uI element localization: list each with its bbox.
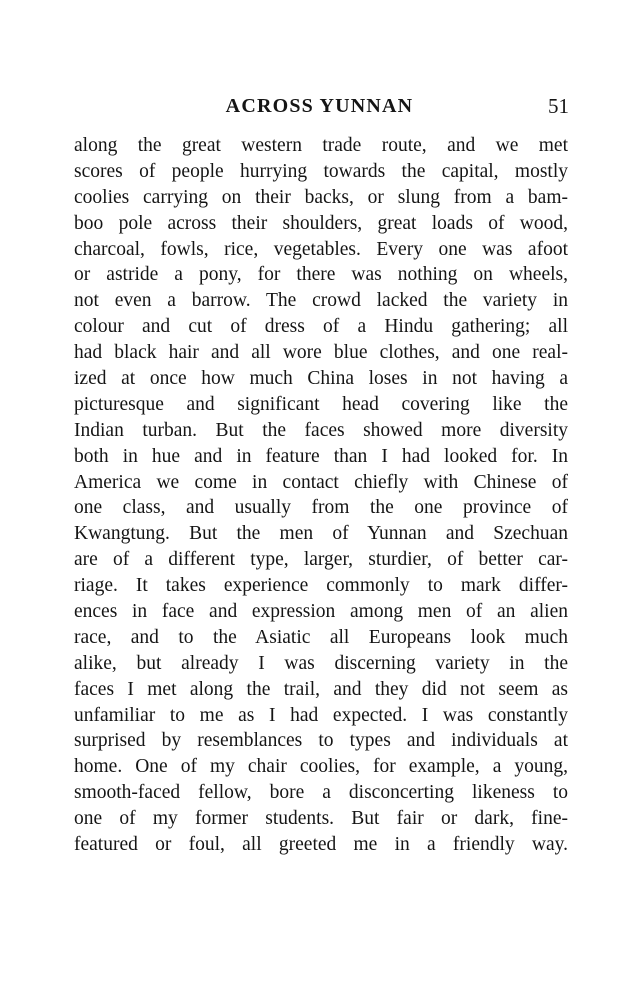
text-line: Indian turban. But the faces showed more diversity [74,419,568,441]
text-line: featured or foul, all greeted me in a friendly way. [74,834,568,856]
text-line: colour and cut of dress of a Hindu gathering; all [74,316,568,338]
text-line: home. One of my chair coolies, for example, a young, [74,756,568,778]
text-line: riage. It takes experience commonly to mark differ- [74,575,568,597]
text-line: scores of people hurrying towards the capital, mostly [74,160,568,182]
text-line: picturesque and significant head covering like the [74,393,568,415]
running-title: ACROSS YUNNAN [225,95,414,117]
text-line: not even a barrow. The crowd lacked the variety in [74,290,568,312]
text-line: one class, and usually from the one province of [74,497,568,519]
text-line: faces I met along the trail, and they did not seem as [74,678,568,700]
text-line: ized at once how much China loses in not having a [74,368,568,390]
text-line: are of a different type, larger, sturdier, of better car- [74,549,568,571]
text-line: both in hue and in feature than I had looked for. In [74,445,568,467]
text-line: coolies carrying on their backs, or slung from a bam- [74,186,568,208]
text-line: charcoal, fowls, rice, vegetables. Every one was afoot [74,238,568,260]
text-line: one of my former students. But fair or dark, fine- [74,808,568,830]
page-number: 51 [548,94,569,118]
text-line: had black hair and all wore blue clothes, and one real- [74,342,568,364]
text-line: surprised by resemblances to types and individuals at [74,730,568,752]
text-line: race, and to the Asiatic all Europeans look much [74,626,568,648]
text-line: or astride a pony, for there was nothing on wheels, [74,264,568,286]
text-line: along the great western trade route, and we met [74,135,568,156]
text-line: boo pole across their shoulders, great loads of wood, [74,212,568,234]
text-line: unfamiliar to me as I had expected. I was constantly [74,704,568,726]
body-paragraph [74,133,568,858]
text-line: smooth-faced fellow, bore a disconcerting likeness to [74,782,568,804]
text-line: Kwangtung. But the men of Yunnan and Szechuan [74,523,568,545]
text-line: alike, but already I was discerning variety in the [74,652,568,674]
text-line: ences in face and expression among men of an alien [74,601,568,623]
text-line: America we come in contact chiefly with Chinese of [74,471,568,493]
